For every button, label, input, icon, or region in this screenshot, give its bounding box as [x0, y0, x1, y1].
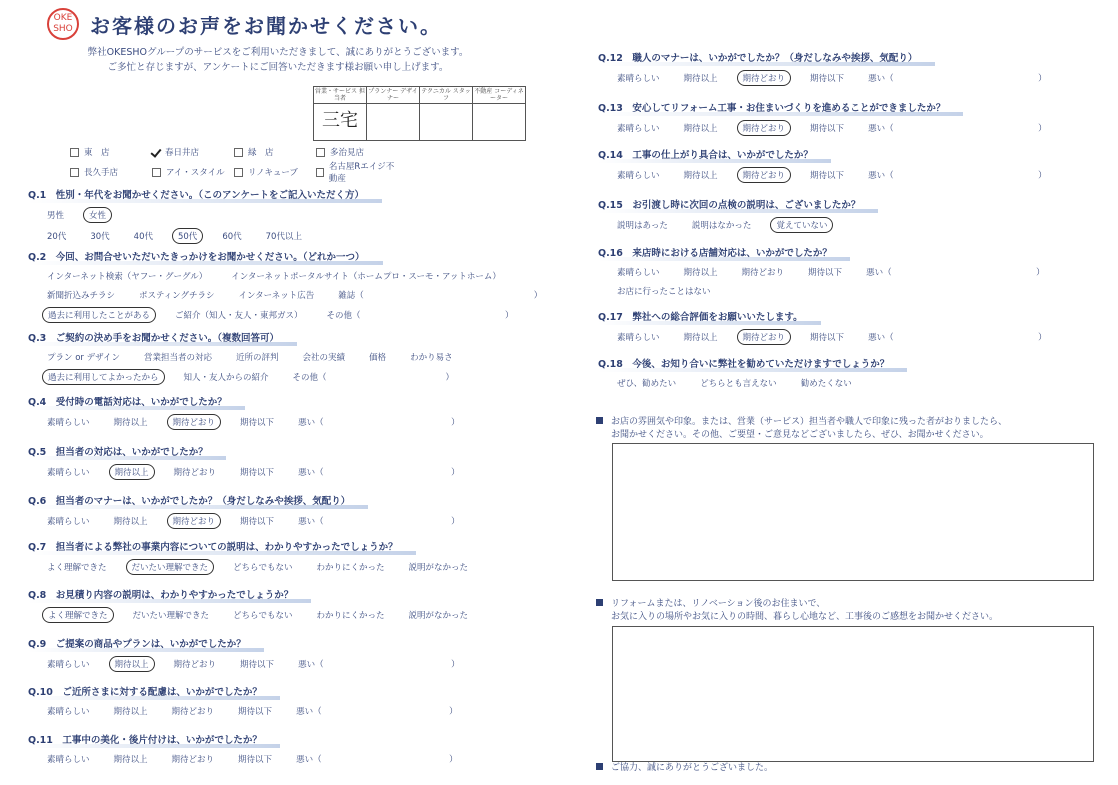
selected-option[interactable]: 期待どおり: [737, 329, 792, 345]
options-row: [42, 464, 479, 480]
staff-header-technical: テクニカル スタッフ: [421, 88, 471, 102]
staff-header-sales: 営業・サービス 担当者: [315, 88, 365, 102]
store-label: 東 店: [84, 148, 110, 158]
options-row: [42, 207, 382, 223]
question-6: [28, 489, 479, 529]
staff-signature-sales[interactable]: [314, 104, 367, 141]
options-row: [42, 559, 487, 575]
answer-option[interactable]: わかり易さ: [410, 353, 453, 363]
checkbox-icon[interactable]: [234, 148, 243, 157]
answer-option[interactable]: 60代: [222, 232, 242, 242]
answer-option[interactable]: 悪い（ ）: [298, 418, 460, 428]
question-title: Q.7 担当者による弊社の事業内容についての説明は、わかりやすかったでしょうか？: [28, 539, 416, 553]
answer-option[interactable]: 勧めたくない: [800, 379, 852, 389]
answer-option[interactable]: 期待以上: [113, 517, 148, 527]
answer-option[interactable]: ぜひ、勧めたい: [617, 379, 677, 389]
answer-option[interactable]: 雑誌（ ）: [338, 291, 543, 301]
options-row: [42, 369, 473, 385]
selected-option[interactable]: 期待以上: [109, 464, 155, 480]
answer-option[interactable]: 会社の実績: [302, 353, 346, 363]
answer-option[interactable]: だいたい理解できた: [132, 611, 210, 621]
feedback-question-2-line1: リフォームまたは、リノベーション後のお住まいで、: [611, 599, 826, 609]
answer-option[interactable]: 素晴らしい: [617, 74, 660, 84]
question-16: [598, 241, 1064, 298]
answer-option[interactable]: 期待以下: [240, 418, 275, 428]
question-12: [598, 46, 1066, 86]
store-label: 春日井店: [165, 148, 200, 158]
checkbox-icon[interactable]: [152, 168, 161, 177]
question-title: Q.4 受付時の電話対応は、いかがでしたか？: [28, 394, 245, 408]
question-1: [28, 183, 382, 244]
answer-option[interactable]: 期待以下: [238, 707, 273, 717]
selected-option[interactable]: 覚えていない: [770, 217, 833, 233]
bullet-square-icon: [596, 763, 603, 770]
bullet-square-icon: [596, 417, 603, 424]
answer-option[interactable]: 近所の評判: [236, 353, 279, 363]
store-row: [70, 160, 398, 184]
options-row: [612, 167, 1066, 183]
answer-option[interactable]: ポスティングチラシ: [139, 291, 215, 301]
answer-option[interactable]: 素晴らしい: [617, 171, 660, 181]
answer-option[interactable]: インターネット検索（ヤフー・グーグル）: [47, 272, 208, 282]
answer-option[interactable]: 悪い（ ）: [866, 268, 1045, 278]
answer-option[interactable]: 素晴らしい: [617, 124, 660, 134]
answer-option[interactable]: 期待以上: [113, 755, 148, 765]
question-10: [28, 680, 477, 718]
answer-option[interactable]: 期待どおり: [171, 755, 215, 765]
answer-option[interactable]: その他（ ）: [326, 311, 514, 321]
page-title: お客様のお声をお聞かせください。: [90, 14, 442, 38]
store-option[interactable]: [152, 160, 234, 184]
question-7: [28, 535, 487, 575]
question-17: [598, 305, 1066, 345]
options-row: [42, 704, 477, 718]
question-title: Q.2 今回、お問合せいただいたきっかけをお聞かせください。（どれか一つ）: [28, 249, 383, 263]
selected-option[interactable]: 女性: [83, 207, 112, 223]
feedback-question-1-line2: お聞かせください。その他、ご要望・ご意見などございましたら、ぜひ、お聞かせください。: [611, 430, 989, 440]
options-row: [612, 120, 1066, 136]
answer-option[interactable]: 20代: [47, 232, 67, 242]
answer-option[interactable]: わかりにくかった: [316, 611, 385, 621]
answer-option[interactable]: 期待以上: [683, 74, 718, 84]
question-title: Q.9 ご提案の商品やプランは、いかがでしたか？: [28, 636, 264, 650]
answer-option[interactable]: 素晴らしい: [47, 468, 90, 478]
store-option[interactable]: [234, 146, 316, 158]
answer-option[interactable]: 期待以下: [240, 660, 275, 670]
staff-signature-realestate[interactable]: [473, 104, 526, 141]
answer-option[interactable]: 悪い（ ）: [296, 755, 458, 765]
options-row: [42, 228, 382, 244]
question-title: Q.17 弊社への総合評価をお願いいたします。: [598, 309, 821, 323]
answer-option[interactable]: 期待以下: [238, 755, 273, 765]
answer-option[interactable]: 期待以下: [808, 268, 843, 278]
answer-option[interactable]: 期待どおり: [173, 660, 217, 670]
store-option[interactable]: [70, 160, 152, 184]
store-option[interactable]: [152, 146, 234, 158]
feedback-question-1-line1: お店の雰囲気や印象。または、営業（サービス）担当者や職人で印象に残った者がおりましたら、: [611, 417, 1008, 427]
feedback-question-2-line2: お気に入りの場所やお気に入りの時間、暮らし心地など、工事後のご感想をお聞かせください。: [611, 612, 999, 622]
answer-option[interactable]: ご紹介（知人・友人・東邦ガス）: [175, 311, 303, 321]
store-label: 緑 店: [248, 148, 274, 158]
question-title: Q.12 職人のマナーは、いかがでしたか？（身だしなみや挨拶、気配り）: [598, 50, 935, 64]
question-15: [598, 193, 878, 233]
question-9: [28, 632, 479, 672]
answer-option[interactable]: 期待以上: [683, 124, 718, 134]
checkbox-icon[interactable]: [316, 168, 324, 177]
thanks-message: [596, 760, 773, 773]
answer-option[interactable]: 悪い（ ）: [298, 517, 460, 527]
options-row: [612, 265, 1064, 279]
store-label: 長久手店: [84, 168, 119, 178]
selected-option[interactable]: 過去に利用してよかったから: [42, 369, 165, 385]
feedback-box-2[interactable]: [612, 626, 1094, 762]
intro-line-2: ご多忙と存じますが、アンケートにご回答いただきます様お願い申し上げます。: [107, 62, 449, 73]
answer-option[interactable]: 期待以下: [810, 333, 845, 343]
answer-option[interactable]: 素晴らしい: [47, 660, 90, 670]
answer-option[interactable]: 期待どおり: [171, 707, 215, 717]
answer-option[interactable]: よく理解できた: [47, 563, 107, 573]
answer-option[interactable]: 説明がなかった: [408, 611, 468, 621]
store-option[interactable]: [70, 146, 152, 158]
question-title: Q.10 ご近所さまに対する配慮は、いかがでしたか？: [28, 684, 280, 698]
answer-option[interactable]: 期待以下: [810, 171, 845, 181]
options-row: [612, 329, 1066, 345]
store-row: [70, 146, 398, 158]
thanks-text: ご協力、誠にありがとうございました。: [611, 763, 774, 773]
selected-option[interactable]: 期待どおり: [737, 70, 792, 86]
answer-option[interactable]: インターネットポータルサイト（ホームプロ・スーモ・アットホーム）: [231, 272, 501, 282]
answer-option[interactable]: 素晴らしい: [47, 707, 90, 717]
answer-option[interactable]: 期待以上: [113, 707, 148, 717]
answer-option[interactable]: 営業担当者の対応: [144, 353, 213, 363]
feedback-box-1[interactable]: [612, 443, 1094, 581]
staff-table: [313, 86, 526, 141]
answer-option[interactable]: 30代: [90, 232, 110, 242]
checkbox-icon[interactable]: [316, 148, 325, 157]
answer-option[interactable]: お店に行ったことはない: [617, 287, 711, 297]
checkbox-icon[interactable]: [234, 168, 243, 177]
answer-option[interactable]: 40代: [133, 232, 153, 242]
checkbox-icon[interactable]: [70, 168, 79, 177]
answer-option[interactable]: その他（ ）: [292, 373, 455, 383]
answer-option[interactable]: 悪い（ ）: [868, 333, 1047, 343]
answer-option[interactable]: 素晴らしい: [47, 517, 90, 527]
store-label: アイ・スタイル: [166, 168, 225, 178]
options-row: [42, 269, 561, 283]
answer-option[interactable]: 知人・友人からの紹介: [183, 373, 269, 383]
answer-option[interactable]: 悪い（ ）: [296, 707, 458, 717]
question-title: Q.3 ご契約の決め手をお聞かせください。（複数回答可）: [28, 330, 297, 344]
company-logo: OKE SHO: [47, 8, 79, 40]
answer-option[interactable]: 期待以下: [240, 468, 275, 478]
staff-header-realestate: 不動産 コーディネーター: [474, 88, 524, 102]
question-title: Q.6 担当者のマナーは、いかがでしたか？（身だしなみや挨拶、気配り）: [28, 493, 368, 507]
answer-option[interactable]: どちらでもない: [233, 563, 293, 573]
answer-option[interactable]: 素晴らしい: [47, 755, 90, 765]
answer-option[interactable]: 期待以下: [810, 74, 845, 84]
answer-option[interactable]: 悪い（ ）: [868, 124, 1047, 134]
feedback-question-1: [596, 416, 1007, 442]
options-row: [42, 414, 479, 430]
question-title: Q.5 担当者の対応は、いかがでしたか？: [28, 444, 226, 458]
selected-option[interactable]: よく理解できた: [42, 607, 114, 623]
answer-option[interactable]: 素晴らしい: [617, 333, 660, 343]
options-row: [42, 607, 487, 623]
question-2: [28, 245, 561, 323]
checkmark-icon[interactable]: [152, 147, 160, 157]
selected-option[interactable]: だいたい理解できた: [126, 559, 215, 575]
answer-option[interactable]: 悪い（ ）: [868, 171, 1047, 181]
answer-option[interactable]: 悪い（ ）: [298, 660, 460, 670]
store-option[interactable]: [316, 146, 398, 158]
answer-option[interactable]: インターネット広告: [238, 291, 315, 301]
answer-option[interactable]: 期待どおり: [741, 268, 785, 278]
options-row: [612, 376, 907, 390]
question-title: Q.15 お引渡し時に次回の点検の説明は、ございましたか？: [598, 197, 878, 211]
answer-option[interactable]: プラン or デザイン: [47, 353, 121, 363]
checkbox-icon[interactable]: [70, 148, 79, 157]
options-row: [612, 217, 878, 233]
question-14: [598, 143, 1066, 183]
question-title: Q.18 今後、お知り合いに弊社を勧めていただけますでしょうか？: [598, 356, 907, 370]
bullet-square-icon: [596, 599, 603, 606]
answer-option[interactable]: 説明がなかった: [408, 563, 468, 573]
store-option[interactable]: [234, 160, 316, 184]
options-row: [42, 752, 477, 766]
store-label: 多治見店: [330, 148, 365, 158]
staff-signature: 三宅: [322, 109, 358, 131]
answer-option[interactable]: 期待以上: [683, 333, 718, 343]
answer-option[interactable]: 悪い（ ）: [868, 74, 1047, 84]
answer-option[interactable]: 期待以下: [240, 517, 275, 527]
selected-option[interactable]: 期待以上: [109, 656, 155, 672]
answer-option[interactable]: 悪い（ ）: [298, 468, 460, 478]
answer-option[interactable]: 期待どおり: [173, 468, 217, 478]
feedback-question-2: [596, 598, 998, 624]
store-checklist: [70, 146, 398, 186]
question-13: [598, 96, 1066, 136]
answer-option[interactable]: 新聞折込みチラシ: [47, 291, 116, 301]
answer-option[interactable]: 価格: [369, 353, 387, 363]
selected-option[interactable]: 期待どおり: [167, 414, 222, 430]
answer-option[interactable]: 期待以上: [683, 268, 718, 278]
answer-option[interactable]: どちらでもない: [233, 611, 293, 621]
answer-option[interactable]: 男性: [47, 211, 65, 221]
question-4: [28, 390, 479, 430]
question-11: [28, 728, 477, 766]
staff-signature-technical[interactable]: [420, 104, 473, 141]
options-row: [612, 70, 1066, 86]
answer-option[interactable]: 期待以上: [683, 171, 718, 181]
answer-option[interactable]: どちらとも言えない: [700, 379, 777, 389]
intro-line-1: 弊社OKESHOグループのサービスをご利用いただきまして、誠にありがとうございます。: [87, 47, 469, 58]
answer-option[interactable]: 素晴らしい: [617, 268, 660, 278]
selected-option[interactable]: 期待どおり: [737, 120, 792, 136]
selected-option[interactable]: 過去に利用したことがある: [42, 307, 156, 323]
question-title: Q.8 お見積り内容の説明は、わかりやすかったでしょうか？: [28, 587, 311, 601]
store-label: リノキューブ: [248, 168, 298, 178]
answer-option[interactable]: わかりにくかった: [316, 563, 385, 573]
answer-option[interactable]: 説明はなかった: [691, 221, 752, 231]
question-title: Q.16 来店時における店舗対応は、いかがでしたか？: [598, 245, 850, 259]
question-18: [598, 352, 907, 390]
selected-option[interactable]: 50代: [172, 228, 203, 244]
answer-option[interactable]: 素晴らしい: [47, 418, 90, 428]
store-label: 名古屋Rエイジ不動産: [328, 162, 395, 184]
question-title: Q.11 工事中の美化・後片付けは、いかがでしたか？: [28, 732, 280, 746]
question-8: [28, 583, 487, 623]
options-row: [42, 288, 561, 302]
options-row: [42, 307, 561, 323]
question-title: Q.13 安心してリフォーム工事・お住まいづくりを進めることができましたか？: [598, 100, 963, 114]
question-5: [28, 440, 479, 480]
options-row: [42, 513, 479, 529]
answer-option[interactable]: 期待以下: [810, 124, 845, 134]
store-option[interactable]: [316, 160, 398, 184]
question-title: Q.1 性別・年代をお聞かせください。（このアンケートをご記入いただく方）: [28, 187, 382, 201]
options-row: [42, 656, 479, 672]
options-row: [612, 284, 1064, 298]
selected-option[interactable]: 期待どおり: [737, 167, 792, 183]
selected-option[interactable]: 期待どおり: [167, 513, 222, 529]
answer-option[interactable]: 70代以上: [265, 232, 302, 242]
options-row: [42, 350, 473, 364]
answer-option[interactable]: 説明はあった: [617, 221, 668, 231]
staff-signature-planner[interactable]: [367, 104, 420, 141]
question-title: Q.14 工事の仕上がり具合は、いかがでしたか？: [598, 147, 831, 161]
question-3: [28, 326, 473, 385]
staff-header-planner: プランナー デザイナー: [368, 88, 418, 102]
intro-text: [48, 45, 508, 75]
answer-option[interactable]: 期待以上: [113, 418, 148, 428]
